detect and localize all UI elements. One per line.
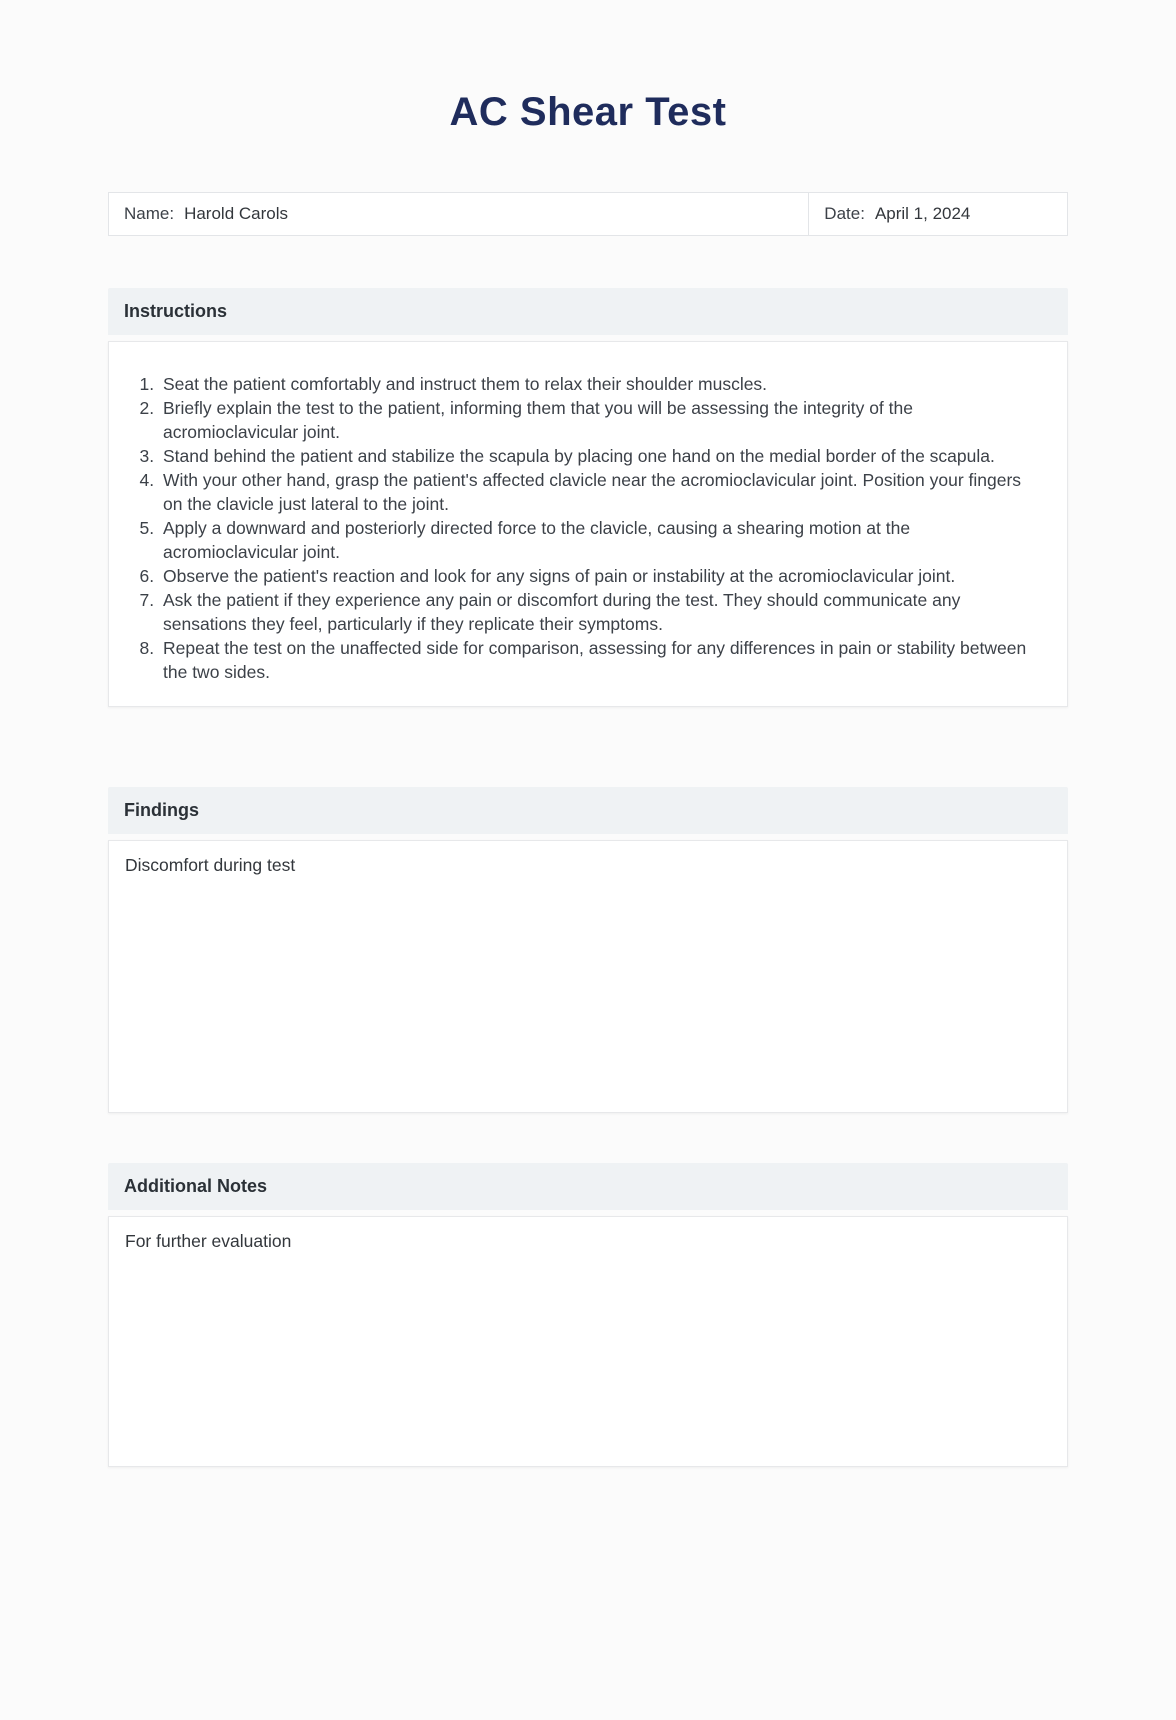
findings-section (108, 787, 1068, 1113)
instruction-item-4: 4. With your other hand, grasp the patient's affected clavicle near the acromioclavicular joint. Position your fingers on the clavicle just lateral to the joint. (159, 468, 1043, 516)
instruction-item-5: 5. Apply a downward and posteriorly directed force to the clavicle, causing a shearing motion at the acromioclavicular joint. (159, 516, 1043, 564)
instructions-header: Instructions (108, 288, 1068, 335)
name-label: Name: (124, 204, 175, 223)
date-value: April 1, 2024 (874, 204, 971, 223)
instruction-item-2: 2. Briefly explain the test to the patient, informing them that you will be assessing the integrity of the acromioclavicular joint. (159, 396, 1043, 444)
instructions-body (108, 341, 1068, 707)
name-cell (109, 193, 809, 235)
findings-header: Findings (108, 787, 1068, 834)
additional-notes-header: Additional Notes (108, 1163, 1068, 1210)
name-value: Harold Carols (184, 204, 289, 223)
additional-notes-text: For further evaluation (125, 1231, 292, 1251)
additional-notes-body (108, 1216, 1068, 1467)
document-page (0, 90, 1176, 1720)
instruction-item-6: 6. Observe the patient's reaction and look for any signs of pain or instability at the acromioclavicular joint. (159, 564, 1043, 588)
instruction-item-1: 1. Seat the patient comfortably and instruct them to relax their shoulder muscles. (159, 372, 1043, 396)
instructions-list (133, 372, 1043, 684)
page-title: AC Shear Test (449, 90, 727, 134)
date-label: Date: (824, 204, 865, 223)
instruction-item-8: 8. Repeat the test on the unaffected side for comparison, assessing for any differences in pain or stability between the two sides. (159, 636, 1043, 684)
patient-info-table (108, 192, 1068, 236)
findings-text: Discomfort during test (125, 855, 296, 875)
date-cell (809, 193, 1067, 235)
additional-notes-section (108, 1163, 1068, 1467)
instruction-item-7: 7. Ask the patient if they experience any pain or discomfort during the test. They should communicate any sensations they feel, particularly if they replicate their symptoms. (159, 588, 1043, 636)
instruction-item-3: 3. Stand behind the patient and stabilize the scapula by placing one hand on the medial border of the scapula. (159, 444, 1043, 468)
findings-body (108, 840, 1068, 1113)
instructions-section (108, 288, 1068, 707)
